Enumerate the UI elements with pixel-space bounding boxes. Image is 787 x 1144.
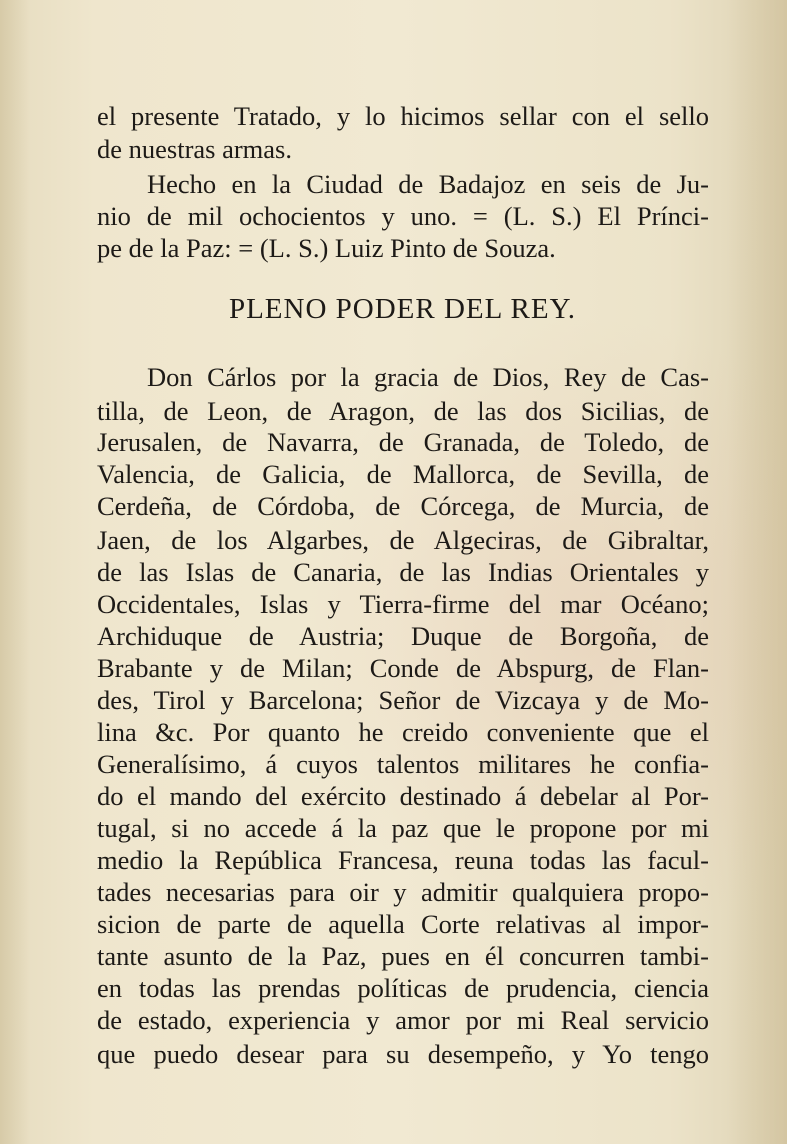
text-line: de estado, experiencia y amor por mi Real servicio	[97, 1005, 709, 1035]
text-line: tugal, si no accede á la paz que le propone por mi	[97, 813, 709, 843]
text-line: Generalísimo, á cuyos talentos militares he confia-	[97, 749, 709, 779]
text-line: de nuestras armas.	[97, 134, 292, 164]
text-line: de las Islas de Canaria, de las Indias Orientales y	[97, 557, 709, 587]
section-heading: PLENO PODER DEL REY.	[228, 293, 577, 325]
page-left-shadow	[0, 0, 30, 1144]
page-right-shadow	[727, 0, 787, 1144]
text-line: sicion de parte de aquella Corte relativas al impor-	[97, 909, 709, 939]
text-line: tante asunto de la Paz, pues en él concurren tambi-	[97, 941, 709, 971]
text-line: Cerdeña, de Córdoba, de Córcega, de Murcia, de	[97, 491, 709, 521]
text-line: Jerusalen, de Navarra, de Granada, de Toledo, de	[97, 427, 709, 457]
text-line: Brabante y de Milan; Conde de Abspurg, de Flan-	[97, 653, 709, 683]
text-line: Jaen, de los Algarbes, de Algeciras, de Gibraltar,	[97, 525, 709, 555]
text-line: nio de mil ochocientos y uno. = (L. S.) El Prínci-	[97, 201, 709, 231]
text-line: Archiduque de Austria; Duque de Borgoña, de	[97, 621, 709, 651]
text-line: lina &c. Por quanto he creido conveniente que el	[97, 717, 709, 747]
text-line: do el mando del exército destinado á debelar al Por-	[97, 781, 709, 811]
text-line: des, Tirol y Barcelona; Señor de Vizcaya y de Mo-	[97, 685, 709, 715]
text-line: en todas las prendas políticas de prudencia, ciencia	[97, 973, 709, 1003]
text-line: tilla, de Leon, de Aragon, de las dos Sicilias, de	[97, 396, 709, 426]
text-line: que puedo desear para su desempeño, y Yo tengo	[97, 1039, 709, 1069]
text-line: pe de la Paz: = (L. S.) Luiz Pinto de Souza.	[97, 233, 556, 263]
text-line: Valencia, de Galicia, de Mallorca, de Sevilla, de	[97, 459, 709, 489]
text-line: medio la República Francesa, reuna todas las facul-	[97, 845, 709, 875]
text-line: el presente Tratado, y lo hicimos sellar con el sello	[97, 101, 709, 131]
text-line: Occidentales, Islas y Tierra-firme del mar Océano;	[97, 589, 709, 619]
text-line: Hecho en la Ciudad de Badajoz en seis de Ju-	[147, 169, 709, 199]
text-line: tades necesarias para oir y admitir qualquiera propo-	[97, 877, 709, 907]
text-line: Don Cárlos por la gracia de Dios, Rey de Cas-	[147, 362, 709, 392]
